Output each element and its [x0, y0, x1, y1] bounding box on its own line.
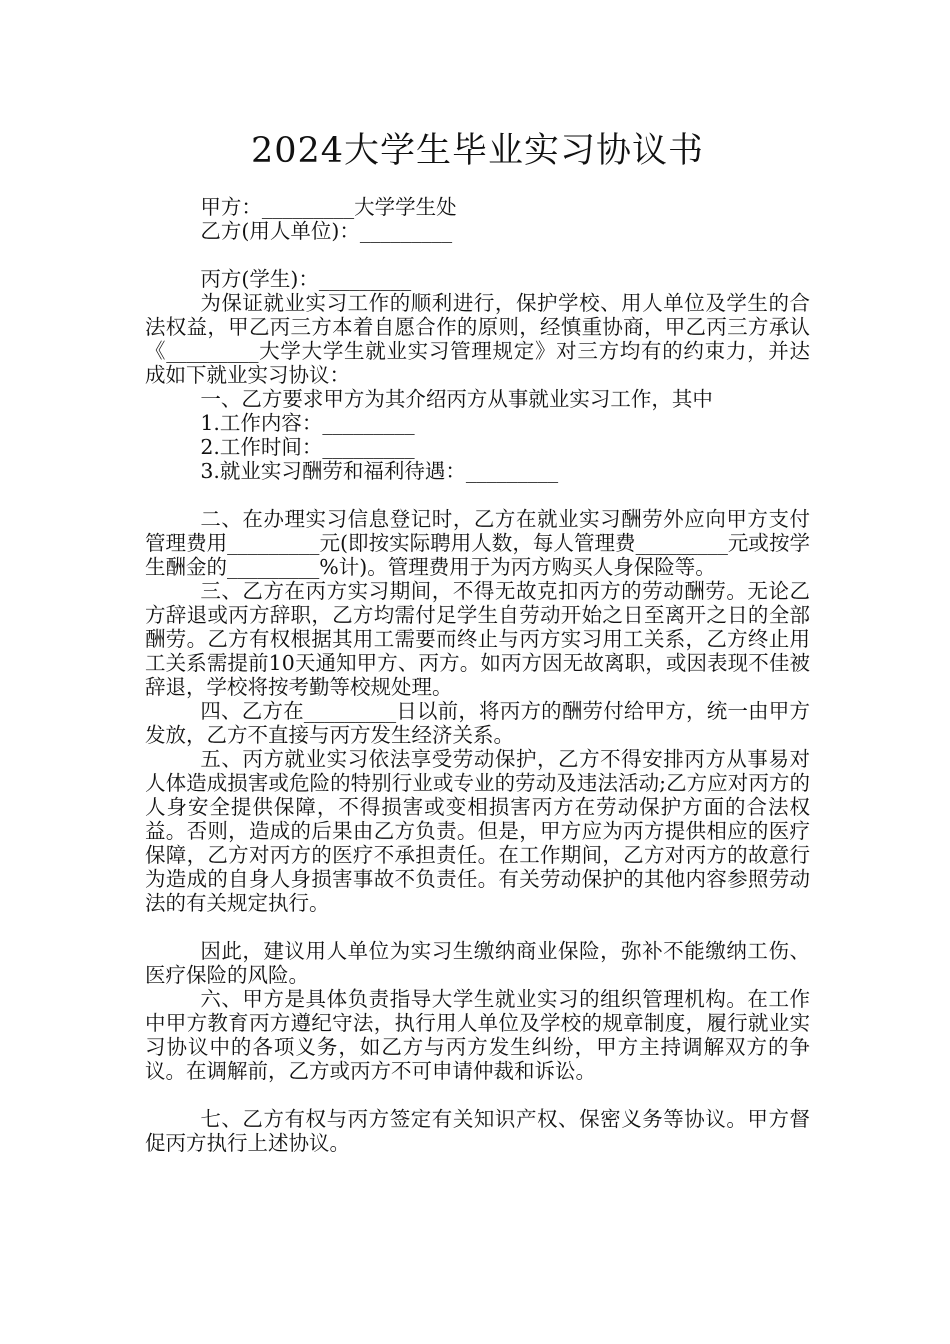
party-b-line: 乙方(用人单位)：_________	[200, 219, 453, 243]
clause-1-item-2: 2.工作时间：_________	[200, 435, 415, 459]
document-title: 2024大学生毕业实习协议书	[250, 131, 705, 171]
clause-1-item-1: 1.工作内容：_________	[200, 411, 415, 435]
clause-1-item-3: 3.就业实习酬劳和福利待遇：_________	[200, 459, 559, 483]
clause-1: 一、乙方要求甲方为其介绍丙方从事就业实习工作，其中	[200, 387, 713, 411]
document-page	[145, 125, 810, 1155]
clause-4: 四、乙方在_________日以前，将丙方的酬劳付给甲方，统一由甲方发放，乙方不直接与丙方发生经济关系。	[145, 699, 810, 747]
clause-5: 五、丙方就业实习依法享受劳动保护，乙方不得安排丙方从事易对人体造成损害或危险的特别行业或专业的劳动及违法活动;乙方应对丙方的人身安全提供保障，不得损害或变相损害丙方在劳动保护方面的合法权益。否则，造成的后果由乙方负责。但是，甲方应为丙方提供相应的医疗保障，乙方对丙方的医疗不承担责任。在工作期间，乙方对丙方的故意行为造成的自身人身损害事故不负责任。有关劳动保护的其他内容参照劳动法的有关规定执行。	[145, 747, 810, 915]
clause-3: 三、乙方在丙方实习期间，不得无故克扣丙方的劳动酬劳。无论乙方辞退或丙方辞职，乙方均需付足学生自劳动开始之日至离开之日的全部酬劳。乙方有权根据其用工需要而终止与丙方实习用工关系，乙方终止用工关系需提前10天通知甲方、丙方。如丙方因无故离职，或因表现不佳被辞退，学校将按考勤等校规处理。	[145, 579, 810, 699]
spacer	[145, 483, 810, 507]
spacer	[145, 1083, 810, 1107]
spacer	[145, 243, 810, 267]
clause-7: 七、乙方有权与丙方签定有关知识产权、保密义务等协议。甲方督促丙方执行上述协议。	[145, 1107, 810, 1155]
clause-6: 六、甲方是具体负责指导大学生就业实习的组织管理机构。在工作中甲方教育丙方遵纪守法，执行用人单位及学校的规章制度，履行就业实习协议中的各项义务，如乙方与丙方发生纠纷，甲方主持调解双方的争议。在调解前，乙方或丙方不可申请仲裁和诉讼。	[145, 987, 810, 1083]
party-c-line: 丙方(学生)：_________	[200, 267, 412, 291]
party-a-line: 甲方：_________大学学生处	[200, 195, 457, 219]
intro-paragraph: 为保证就业实习工作的顺利进行，保护学校、用人单位及学生的合法权益，甲乙丙三方本着自愿合作的原则，经慎重协商，甲乙丙三方承认《_________大学大学生就业实习管理规定》对三方均有的约束力，并达成如下就业实习协议：	[145, 291, 810, 387]
clause-5-note: 因此，建议用人单位为实习生缴纳商业保险，弥补不能缴纳工伤、医疗保险的风险。	[145, 939, 810, 987]
clause-2: 二、在办理实习信息登记时，乙方在就业实习酬劳外应向甲方支付管理费用_________元(即按实际聘用人数，每人管理费_________元或按学生酬金的_________%计)。管理费用于为丙方购买人身保险等。	[145, 507, 810, 579]
spacer	[145, 915, 810, 939]
